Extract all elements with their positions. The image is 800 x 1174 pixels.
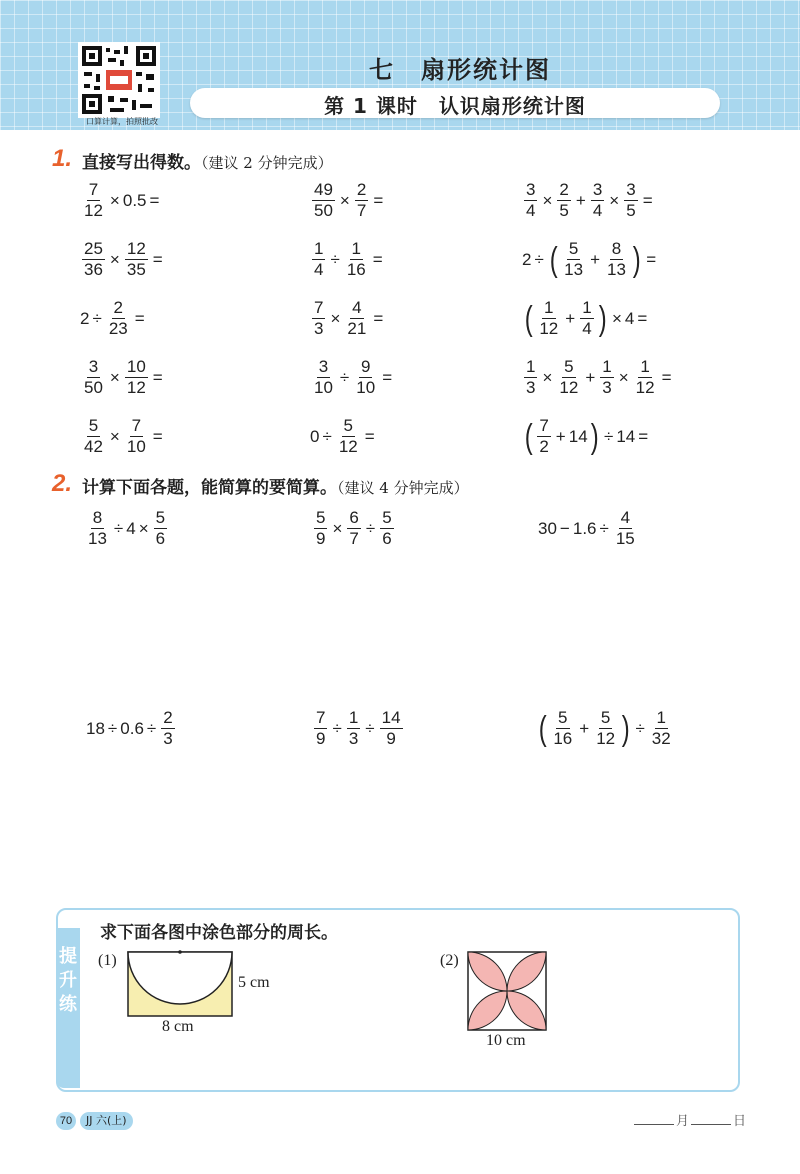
panel-tab-label: 提升练 [59,946,77,1015]
question-1-hint: （建议 2 分钟完成） [201,154,333,172]
q2-expr-2: $\frac{5}{9}$ × $\frac{6}{7}$ ÷ $\frac{5}{6}$ [316,508,392,548]
figure-1-rectangle-semicircle [124,948,236,1020]
question-2-title [82,473,469,498]
qr-caption: 口算计算，拍照批改 [86,117,158,126]
lesson-title: 第 1 课时 认识扇形统计图 [324,94,586,118]
figure-1-label: (1) [98,952,117,969]
question-1-number: 1. [52,145,73,172]
q1-expr-11: $\frac{3}{10}$ ÷ $\frac{9}{10}$ = [314,357,393,397]
figure-2-label: (2) [440,952,459,969]
q2-expr-1: $\frac{8}{13}$ ÷ 4 × $\frac{5}{6}$ [88,508,166,548]
question-2-title-text: 计算下面各题，能简算的要简算。 [82,478,337,498]
question-2-hint: （建议 4 分钟完成） [337,479,469,497]
q2-expr-4: 18 ÷ 0.6 ÷ $\frac{2}{3}$ [86,708,173,748]
q1-expr-14: 0 ÷ $\frac{5}{12}$ = [310,416,375,456]
q1-expr-7: 2 ÷ $\frac{2}{23}$ = [80,298,145,338]
q1-expr-8: $\frac{7}{3}$ × $\frac{4}{21}$ = [314,298,384,338]
q1-expr-12: $\frac{1}{3}$ × $\frac{5}{12}$ + $\frac{1}{3}$ × $\frac{1}{12}$ = [526,357,672,397]
figure-2-square-petals [466,950,548,1032]
q1-expr-4: $\frac{25}{36}$ × $\frac{12}{35}$ = [84,239,163,279]
figure-1-width: 8 cm [162,1018,194,1035]
figure-2-side: 10 cm [486,1032,526,1049]
q1-expr-13: $\frac{5}{42}$ × $\frac{7}{10}$ = [84,416,163,456]
date-fill-in [632,1110,746,1129]
chapter-title: 七 扇形统计图 [369,56,551,84]
month-label: 月 [676,1114,690,1129]
q1-expr-5: $\frac{1}{4}$ ÷ $\frac{1}{16}$ = [314,239,383,279]
page-number: 70 [56,1112,76,1130]
question-1-title [82,148,333,173]
q2-expr-6: ( $\frac{5}{16}$ + $\frac{5}{12}$ ) ÷ $\frac{1}{32}$ [538,708,671,748]
panel-title: 求下面各图中涂色部分的周长。 [100,923,338,943]
header-banner [0,0,800,130]
figure-1-height: 5 cm [238,974,270,991]
q1-expr-9: ( $\frac{1}{12}$ + $\frac{1}{4}$ ) × 4 = [524,298,648,338]
question-2-number: 2. [52,470,73,497]
q1-expr-10: $\frac{3}{50}$ × $\frac{10}{12}$ = [84,357,163,397]
q1-expr-6: 2 ÷ ( $\frac{5}{13}$ + $\frac{8}{13}$ ) = [522,239,657,279]
q1-expr-1: $\frac{7}{12}$ × 0.5 = [84,180,160,220]
day-label: 日 [733,1114,747,1129]
q1-expr-15: ( $\frac{7}{2}$ + 14 ) ÷ 14 = [524,416,649,456]
q1-expr-2: $\frac{49}{50}$ × $\frac{2}{7}$ = [314,180,384,220]
book-label: JJ 六(上) [80,1112,133,1130]
qr-code-icon[interactable] [78,42,160,118]
q2-expr-5: $\frac{7}{9}$ ÷ $\frac{1}{3}$ ÷ $\frac{14}{9}$ [316,708,401,748]
q1-expr-3: $\frac{3}{4}$ × $\frac{2}{5}$ + $\frac{3}{4}$ × $\frac{3}{5}$ = [526,180,653,220]
q2-expr-3: 30 − 1.6 ÷ $\frac{4}{15}$ [538,508,635,548]
question-1-title-text: 直接写出得数。 [82,153,201,173]
